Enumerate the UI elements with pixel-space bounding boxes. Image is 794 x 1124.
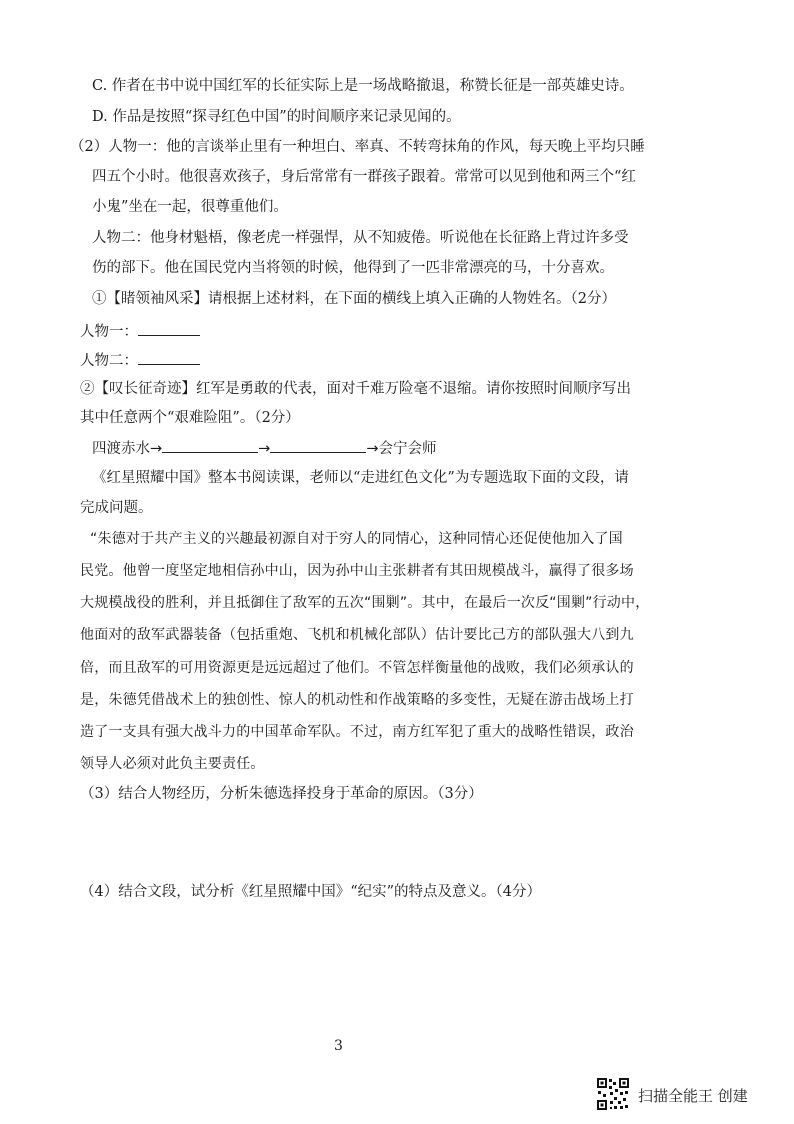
person1-row: [80, 321, 200, 341]
quote-line4: 他面对的敌军武器装备（包括重炮、飞机和机械化部队）估计要比己方的部队强大八到九: [80, 627, 634, 643]
reading-intro-line1: 《红星照耀中国》整本书阅读课，老师以“走进红色文化”为专题选取下面的文段，请: [92, 470, 629, 486]
page-number: 3: [334, 1038, 343, 1054]
person2-desc-line2: 伤的部下。他在国民党内当将领的时候，他得到了一匹非常漂亮的马，十分喜欢。: [92, 260, 614, 276]
route-end: 会宁会师: [378, 441, 437, 457]
quote-line7: 造了一支具有强大战斗力的中国革命军队。不过，南方红军犯了重大的战略性错误，政治: [80, 724, 634, 740]
person2-desc-line1: 人物二：他身材魁梧，像老虎一样强悍，从不知疲倦。听说他在长征路上背过许多受: [92, 230, 629, 246]
quote-line2: 民党。他曾一度坚定地相信孙中山，因为孙中山主张耕者有其田规模战斗，赢得了很多场: [80, 563, 634, 579]
q2-intro-line3: 小鬼”坐在一起，很尊重他们。: [92, 199, 288, 215]
route-row: [92, 438, 436, 458]
person2-blank[interactable]: [138, 350, 200, 365]
route-blank-2[interactable]: [270, 438, 366, 453]
qr-code-icon: [596, 1077, 630, 1111]
person2-label: 人物二：: [80, 353, 138, 369]
reading-intro-line2: 完成问题。: [80, 500, 153, 516]
person1-label: 人物一：: [80, 324, 138, 340]
quote-line1: “朱德对于共产主义的兴趣最初源自对于穷人的同情心，这种同情心还促使他加入了国: [90, 531, 623, 547]
quote-line5: 倍，而且敌军的可用资源更是远远超过了他们。不管怎样衡量他的战败，我们必须承认的: [80, 660, 634, 676]
q2-sub2-line1: ②【叹长征奇迹】红军是勇敢的代表，面对千难万险毫不退缩。请你按照时间顺序写出: [80, 381, 631, 397]
scanner-watermark: [596, 1077, 776, 1113]
option-d: D. 作品是按照“探寻红色中国”的时间顺序来记录见闻的。: [92, 109, 461, 125]
person1-blank[interactable]: [138, 321, 200, 336]
question-3: （3）结合人物经历，分析朱德选择投身于革命的原因。（3分）: [80, 786, 483, 802]
person2-row: [80, 350, 200, 370]
quote-line8: 领导人必须对此负主要责任。: [80, 756, 265, 772]
arrow-icon: →: [366, 441, 379, 457]
route-start: 四渡赤水: [92, 441, 150, 457]
route-blank-1[interactable]: [162, 438, 258, 453]
option-c: C. 作者在书中说中国红军的长征实际上是一场战略撤退，称赞长征是一部英雄史诗。: [92, 78, 634, 94]
q2-intro-line2: 四五个小时。他很喜欢孩子，身后常常有一群孩子跟着。常常可以见到他和两三个“红: [92, 169, 636, 185]
scanner-label: 扫描全能王 创建: [638, 1087, 748, 1105]
q2-sub2-line2: 其中任意两个“艰难险阻”。（2分）: [80, 410, 300, 426]
arrow-icon: →: [258, 441, 271, 457]
arrow-icon: →: [150, 441, 163, 457]
q2-sub1: ①【睹领袖风采】请根据上述材料，在下面的横线上填入正确的人物姓名。（2分）: [92, 291, 616, 307]
question-4: （4）结合文段，试分析《红星照耀中国》“纪实”的特点及意义。（4分）: [80, 884, 542, 900]
quote-line6: 是，朱德凭借战术上的独创性、惊人的机动性和作战策略的多变性，无疑在游击战场上打: [80, 692, 634, 708]
quote-line3: 大规模战役的胜利，并且抵御住了敌军的五次“围剿”。其中，在最后一次反“围剿”行动中，: [80, 595, 650, 611]
q2-intro-line1: （2）人物一：他的言谈举止里有一种坦白、率真、不转弯抹角的作风，每天晚上平均只睡: [70, 139, 645, 155]
